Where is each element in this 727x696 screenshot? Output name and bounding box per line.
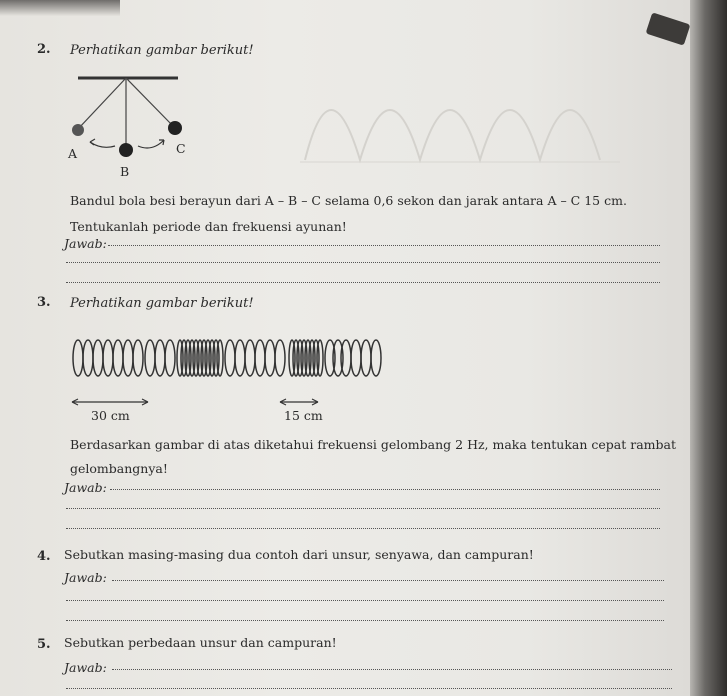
question-4-answer-label: Jawab: [64,570,107,585]
page-edge-shadow [690,0,727,696]
question-4-text: Sebutkan masing-masing dua contoh dari unsur, senyawa, dan campuran! [64,547,534,562]
pendulum-label-b: B [120,164,130,179]
pendulum-label-c: C [176,141,186,156]
question-4-number: 4. [37,549,51,564]
page-shadow [0,0,120,16]
question-3-number: 3. [37,295,51,310]
answer-line[interactable] [66,688,672,689]
answer-line[interactable] [66,620,664,621]
spring-measure-left: 30 cm [91,408,130,423]
question-2-text-2: Tentukanlah periode dan frekuensi ayunan! [70,219,347,234]
pendulum-diagram [60,72,200,182]
spring-diagram [70,330,390,418]
answer-line[interactable] [112,669,672,670]
answer-line[interactable] [66,508,660,509]
question-2-number: 2. [37,42,51,57]
pendulum-label-a: A [68,146,78,161]
question-5-text: Sebutkan perbedaan unsur dan campuran! [64,635,337,650]
question-3-text-2: gelombangnya! [70,461,168,476]
question-3-answer-label: Jawab: [64,480,107,495]
bleed-through-wave [300,70,630,180]
question-2-text-1: Bandul bola besi berayun dari A – B – C selama 0,6 sekon dan jarak antara A – C 15 cm. [70,193,627,208]
question-5-number: 5. [37,637,51,652]
question-2-prompt: Perhatikan gambar berikut! [70,43,254,58]
answer-line[interactable] [66,262,660,263]
answer-line[interactable] [108,245,660,246]
question-5-answer-label: Jawab: [64,660,107,675]
answer-line[interactable] [110,489,660,490]
question-3-prompt: Perhatikan gambar berikut! [70,296,254,311]
answer-line[interactable] [66,282,660,283]
spring-measure-right: 15 cm [284,408,323,423]
answer-line[interactable] [66,600,664,601]
question-3-text-1: Berdasarkan gambar di atas diketahui frekuensi gelombang 2 Hz, maka tentukan cepat rambat [70,437,677,452]
answer-line[interactable] [66,528,660,529]
question-2-answer-label: Jawab: [64,236,107,251]
answer-line[interactable] [112,580,664,581]
